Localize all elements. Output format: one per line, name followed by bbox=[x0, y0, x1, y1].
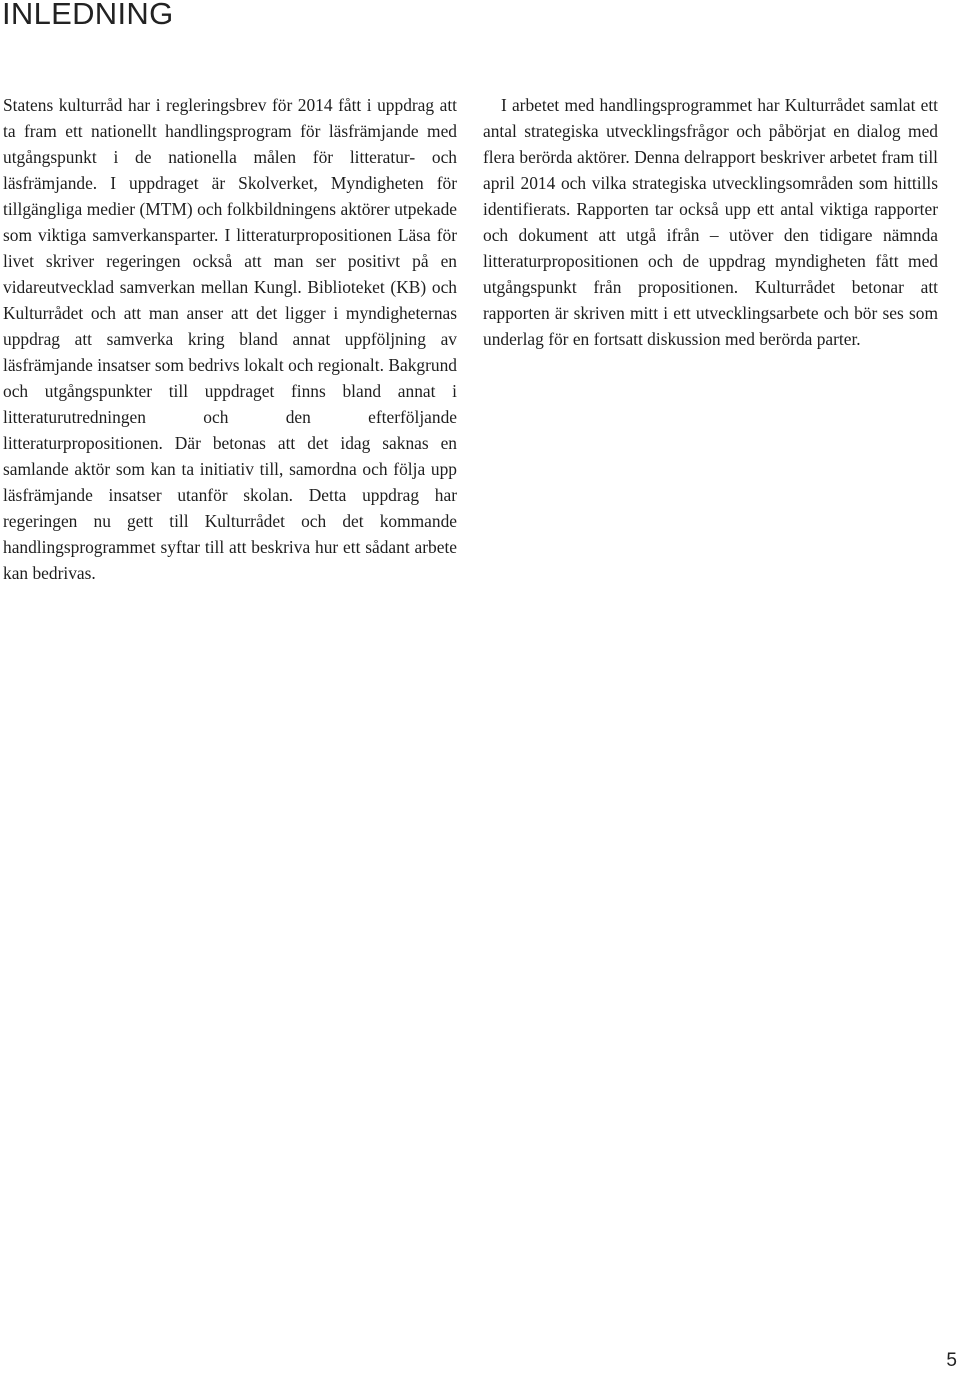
intro-text-right-column: I arbetet med handlingsprogrammet har Kulturrådet samlat ett antal strategiska utvecklingsfrågor och påbörjat en dialog med flera berörda aktörer. Denna delrapport beskriver arbetet fram till april 2014 och vilka strategiska utvecklingsområden som hittills identifierats. Rapporten tar också upp ett antal viktiga rapporter och dokument att utgå ifrån – utöver den tidigare nämnda litteraturpropositionen och de uppdrag myndigheten fått med utgångspunkt från propositionen. Kulturrådet betonar att rapporten är skriven mitt i ett utvecklingsarbete och bör ses som underlag för en fortsatt diskussion med berörda parter. bbox=[483, 95, 938, 349]
page-heading: INLEDNING bbox=[2, 0, 174, 31]
page-number: 5 bbox=[946, 1350, 957, 1371]
intro-text-left-column: Statens kulturråd har i regleringsbrev för 2014 fått i uppdrag att ta fram ett nationellt handlingsprogram för läsfrämjande med utgångspunkt i de nationella målen för litteratur- och läsfrämjande. I uppdraget är Skolverket, Myndigheten för tillgängliga medier (MTM) och folkbildningens aktörer utpekade som viktiga samverkansparter. I litteraturpropositionen Läsa för livet skriver regeringen också att man ser positivt på en vidareutvecklad samverkan mellan Kungl. Biblioteket (KB) och Kulturrådet och att man anser att det ligger i myndigheternas uppdrag att samverka kring bland annat uppföljning av läsfrämjande insatser som bedrivs lokalt och regionalt. Bakgrund och utgångspunkter till uppdraget finns bland annat i litteraturutredningen och den efterföljande litteraturpropositionen. Där betonas att det idag saknas en samlande aktör som kan ta initiativ till, samordna och följa upp läsfrämjande insatser utanför skolan. Detta uppdrag har regeringen nu gett till Kulturrådet och det kommande handlingsprogrammet syftar till att beskriva hur ett sådant arbete kan bedrivas. bbox=[3, 95, 457, 583]
